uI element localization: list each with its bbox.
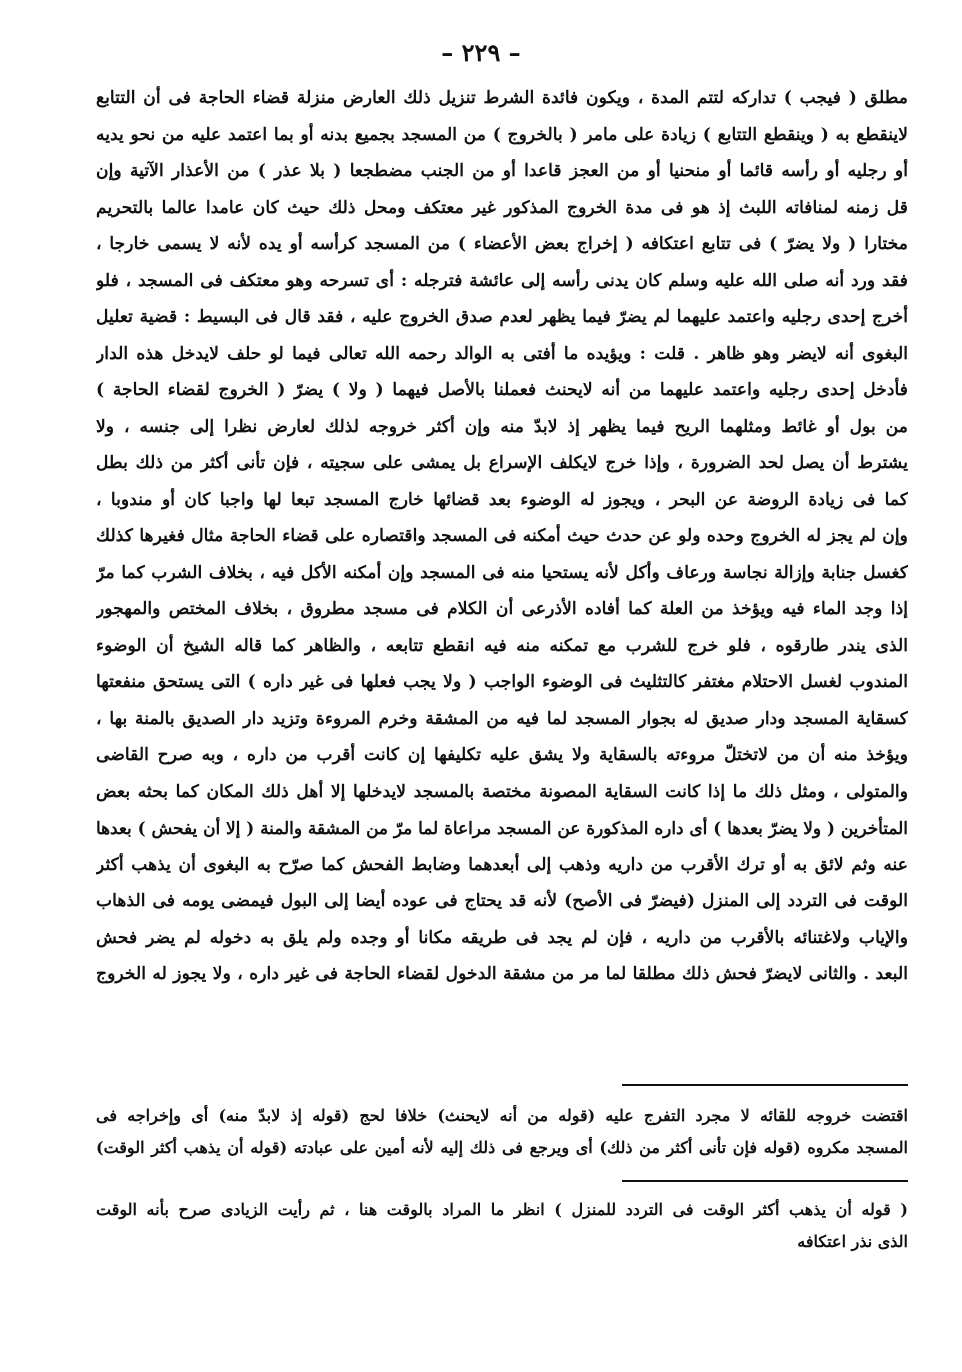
text-line: أو رجليه أو رأسه قائما أو منحنيا أو من العجز قاعدا أو من الجنب مضطجعا ( بلا عذر ) من الأعذار الآتية وإن bbox=[96, 161, 908, 181]
text-line: والإياب ولاغتنائه بالأقرب من داريه ، فإن لم يجد فى طريقه مكانا أو وجده ولم يلق به دخوله لم يضر فحش bbox=[96, 927, 908, 948]
text-line: المتأخرين ( ولا يضرّ بعدها ) أى داره المذكورة عن المسجد مراعاة لما مرّ من المشقة والمنة ( إلا أن يفحش ) بعدها bbox=[96, 818, 908, 838]
footnote-block bbox=[96, 1100, 908, 1164]
text-line: كغسل جنابة وإزالة نجاسة ورعاف وأكل لأنه يستحيا منه فى المسجد وإن أمكنه الأكل فيه ، بخلاف الشرب كما مرّ bbox=[96, 562, 908, 583]
text-line: مختارا ( ولا يضرّ ) فى تتابع اعتكافه ( إخراج بعض الأعضاء ) من المسجد كرأسه أو يده لأنه لا يسمى خارجا ، bbox=[96, 234, 908, 254]
text-line: أخرج إحدى رجليه واعتمد عليهما لم يضرّ فيما يظهر لعدم صدق الخروج عليه ، فقد قال فى البسيط : قضية تعليل bbox=[96, 307, 908, 327]
footnote-line: ( قوله أن يذهب أكثر الوقت فى التردد للمنزل ) انظر ما المراد بالوقت هنا ، ثم رأيت الزيادى صرح بأنه الوقت bbox=[96, 1200, 908, 1219]
text-line: قل زمنه لمنافاته اللبث إذ هو فى مدة الخروج المذكور غير معتكف ومحل ذلك حيث كان عامدا عالما بالتحريم bbox=[96, 197, 908, 218]
text-line: والمتولى ، ومثل ذلك ما إذا كانت السقاية المصونة مختصة بالمسجد لايدخلها إلا أهل ذلك المكان كما بحثه بعض bbox=[96, 781, 908, 802]
text-line: الذى يندر طارقوه ، فلو خرج للشرب مع تمكنه منه فيه انقطع تتابعه ، والظاهر كما قاله الشيخ أن الوضوء bbox=[96, 635, 908, 656]
text-line: المندوب لغسل الاحتلام مغتفر كالتثليث فى الوضوء الواجب ( ولا يجب فعلها فى غير داره ) التى يستحق منفعتها bbox=[96, 672, 908, 692]
footnote-line: اقتضت خروجه للقائه لا مجرد التفرج عليه (قوله من أنه لايحنث) خلافا لحج (قوله إذ لابدّ منه) أى وإخراجه فى bbox=[96, 1106, 908, 1125]
text-line: ويؤخذ منه أن من لاتختلّ مروءته بالسقاية ولا يشق عليه تكليفها إن كانت أقرب من داره ، وبه صرح القاضى bbox=[96, 745, 908, 765]
footnote-line: المسجد مكروه (قوله فإن تأنى أكثر من ذلك) أى ويرجع فى ذلك إليه لأنه أمين على عبادته (قوله أن يذهب أكثر الوقت) bbox=[96, 1138, 908, 1157]
text-line: الوقت فى التردد إلى المنزل (فيضرّ فى الأصح) لأنه قد يحتاج فى عوده أيضا إلى البول فيمضى يومه فى الذهاب bbox=[96, 891, 908, 911]
text-line: كسقاية المسجد ودار صديق له بجوار المسجد لما فيه من المشقة وخرم المروءة وتزيد دار الصديق بالمنة بها ، bbox=[96, 708, 908, 729]
text-line: لاينقطع به ( وينقطع التتابع ) زيادة على مامر ( بالخروج ) من المسجد بجميع بدنه أو بما اعتمد عليه من نحو يديه bbox=[96, 124, 908, 145]
text-line: يشترط أن يصل لحد الضرورة ، وإذا خرج لايكلف الإسراع بل يمشى على سجيته ، فإن تأنى أكثر من ذلك بطل bbox=[96, 453, 908, 473]
text-line: البعد . والثانى لايضرّ فحش ذلك مطلقا لما مر من مشقة الدخول لقضاء الحاجة فى غير داره ، ولا يجوز له الخروج bbox=[96, 964, 908, 984]
text-line: وإن لم يجز له الخروج وحده ولو عن حدث حيث أمكنه فى المسجد واقتصاره على قضاء الحاجة مثال فغيرها كذلك bbox=[96, 526, 908, 546]
page-number: – ٢٢٩ – bbox=[441, 38, 521, 67]
footnote-line: الذى نذر اعتكافه bbox=[797, 1232, 908, 1251]
text-line: عنه وثم لائق به أو ترك الأقرب من داريه وذهب إلى أبعدهما وضابط الفحش كما صرّح به البغوى أن يذهب أكثر bbox=[96, 854, 908, 875]
text-line: إذا وجد الماء فيه ويؤخذ من العلة كما أفاده الأذرعى أن الكلام فى مسجد مطروق ، بخلاف المختص والمهجور bbox=[96, 599, 908, 619]
footnote-block bbox=[96, 1194, 908, 1258]
text-line: فأدخل إحدى رجليه واعتمد عليهما من أنه لايحنث فعملنا بالأصل فيهما ( ولا ) يضرّ ( الخروج لقضاء الحاجة ) bbox=[96, 380, 908, 400]
text-line: فقد ورد أنه صلى الله عليه وسلم كان يدنى رأسه إلى عائشة فترجله : أى تسرحه وهو معتكف فى المسجد ، فلو bbox=[96, 270, 908, 291]
text-line: البغوى أنه لايضر وهو ظاهر . قلت : ويؤيده ما أفتى به الوالد رحمه الله تعالى فيما لو حلف لايدخل هذه الدار bbox=[96, 343, 908, 364]
footnote-divider bbox=[622, 1180, 908, 1182]
text-line: مطلق ( فيجب ) تداركه لتتم المدة ، ويكون فائدة الشرط تنزيل ذلك العارض منزلة قضاء الحاجة فى أن التتابع bbox=[96, 88, 908, 108]
footnote-divider bbox=[622, 1084, 908, 1086]
main-text-body bbox=[96, 80, 908, 993]
text-line: من بول أو غائط ومثلهما الريح فيما يظهر إذ لابدّ منه وإن أكثر خروجه لذلك لعارض نظرا إلى جنسه ، ولا bbox=[96, 416, 908, 437]
text-line: كما فى زيادة الروضة عن البحر ، ويجوز له الوضوء بعد قضائها خارج المسجد تبعا لها واجبا كان أو مندوبا ، bbox=[96, 489, 908, 510]
